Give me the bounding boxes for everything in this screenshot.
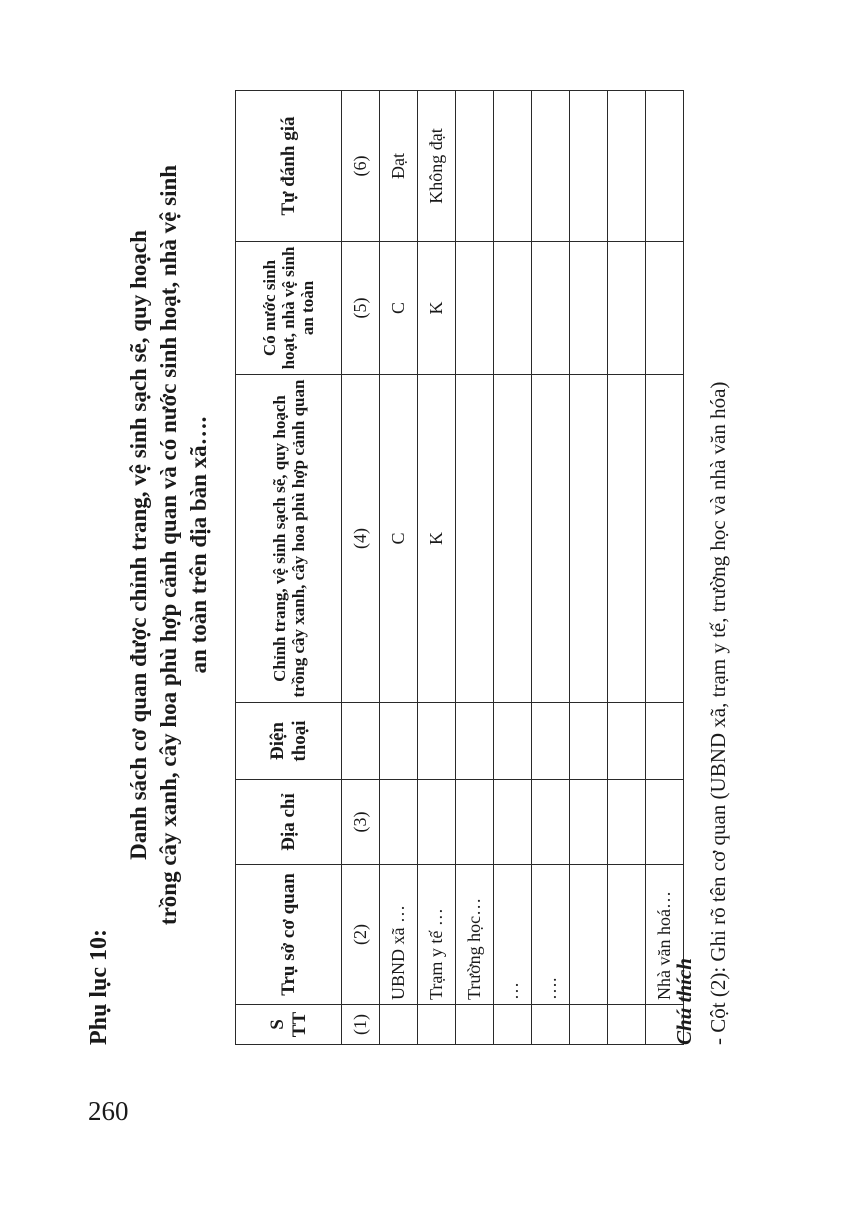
- cell-self-assessment: [570, 91, 608, 242]
- cell-phone: [608, 703, 646, 780]
- cell-landscaping: K: [418, 375, 456, 703]
- cell-self-assessment: [608, 91, 646, 242]
- table-row: [380, 91, 418, 1045]
- cell-address: [380, 780, 418, 865]
- cell-water-sanitation: [570, 242, 608, 375]
- cell-water-sanitation: (5): [342, 242, 380, 375]
- cell-address: [570, 780, 608, 865]
- cell-water-sanitation: [456, 242, 494, 375]
- header-address: Địa chỉ: [236, 780, 342, 865]
- cell-phone: [380, 703, 418, 780]
- title-line-2: trồng cây xanh, cây hoa phù hợp cảnh quan và có nước sinh hoạt, nhà vệ sinh: [156, 164, 181, 926]
- header-phone: Điện thoại: [236, 703, 342, 780]
- cell-phone: [342, 703, 380, 780]
- cell-agency: Trường học…: [456, 865, 494, 1005]
- appendix-label: Phụ lục 10:: [86, 928, 112, 1045]
- cell-stt: (1): [342, 1005, 380, 1045]
- header-landscaping: Chỉnh trang, vệ sinh sạch sẽ, quy hoạch trồng cây xanh, cây hoa phù hợp cảnh quan: [236, 375, 342, 703]
- cell-agency: [570, 865, 608, 1005]
- table-row: [608, 91, 646, 1045]
- cell-stt: [380, 1005, 418, 1045]
- cell-agency: …: [494, 865, 532, 1005]
- table-row: [456, 91, 494, 1045]
- cell-agency: (2): [342, 865, 380, 1005]
- table-row: [570, 91, 608, 1045]
- cell-landscaping: (4): [342, 375, 380, 703]
- cell-stt: [494, 1005, 532, 1045]
- cell-stt: [608, 1005, 646, 1045]
- cell-phone: [494, 703, 532, 780]
- cell-agency: Trạm y tế …: [418, 865, 456, 1005]
- cell-agency: Nhà văn hoá…: [646, 865, 684, 1005]
- cell-phone: [418, 703, 456, 780]
- cell-phone: [646, 703, 684, 780]
- table-header-row: [236, 91, 342, 1045]
- cell-water-sanitation: [608, 242, 646, 375]
- cell-self-assessment: [646, 91, 684, 242]
- cell-landscaping: [608, 375, 646, 703]
- table-body: [342, 91, 684, 1045]
- cell-agency: [608, 865, 646, 1005]
- cell-address: (3): [342, 780, 380, 865]
- cell-address: [418, 780, 456, 865]
- table-row: [418, 91, 456, 1045]
- cell-stt: [570, 1005, 608, 1045]
- cell-stt: [532, 1005, 570, 1045]
- cell-stt: [418, 1005, 456, 1045]
- header-water-sanitation: Có nước sinh hoạt, nhà vệ sinh an toàn: [236, 242, 342, 375]
- cell-address: [608, 780, 646, 865]
- note-text: - Cột (2): Ghi rõ tên cơ quan (UBND xã, trạm y tế, trường học và nhà văn hóa): [706, 381, 730, 1045]
- cell-self-assessment: [456, 91, 494, 242]
- cell-address: [646, 780, 684, 865]
- cell-landscaping: [532, 375, 570, 703]
- rotated-page-content: [70, 60, 790, 1045]
- cell-landscaping: [646, 375, 684, 703]
- title-line-1: Danh sách cơ quan được chỉnh trang, vệ sinh sạch sẽ, quy hoạch: [126, 230, 151, 860]
- table-row: [532, 91, 570, 1045]
- cell-landscaping: [456, 375, 494, 703]
- cell-agency: UBND xã …: [380, 865, 418, 1005]
- agency-table: [235, 90, 684, 1045]
- cell-landscaping: [494, 375, 532, 703]
- document-title: [124, 115, 214, 975]
- cell-landscaping: C: [380, 375, 418, 703]
- table-row: [342, 91, 380, 1045]
- cell-water-sanitation: [494, 242, 532, 375]
- header-agency: Trụ sở cơ quan: [236, 865, 342, 1005]
- table-row: [494, 91, 532, 1045]
- cell-self-assessment: (6): [342, 91, 380, 242]
- page-number: 260: [88, 1096, 129, 1126]
- cell-water-sanitation: K: [418, 242, 456, 375]
- cell-self-assessment: [532, 91, 570, 242]
- cell-phone: [570, 703, 608, 780]
- cell-phone: [532, 703, 570, 780]
- cell-stt: [456, 1005, 494, 1045]
- cell-self-assessment: Không đạt: [418, 91, 456, 242]
- cell-phone: [456, 703, 494, 780]
- header-stt: S TT: [236, 1005, 342, 1045]
- cell-landscaping: [570, 375, 608, 703]
- title-line-3: an toàn trên địa bàn xã….: [186, 416, 211, 674]
- cell-address: [532, 780, 570, 865]
- cell-water-sanitation: [646, 242, 684, 375]
- cell-self-assessment: [494, 91, 532, 242]
- cell-self-assessment: Đạt: [380, 91, 418, 242]
- cell-water-sanitation: C: [380, 242, 418, 375]
- header-self-assessment: Tự đánh giá: [236, 91, 342, 242]
- cell-agency: ….: [532, 865, 570, 1005]
- table-row: [646, 91, 684, 1045]
- cell-address: [494, 780, 532, 865]
- cell-address: [456, 780, 494, 865]
- note-heading: Chú thích: [672, 958, 696, 1045]
- cell-water-sanitation: [532, 242, 570, 375]
